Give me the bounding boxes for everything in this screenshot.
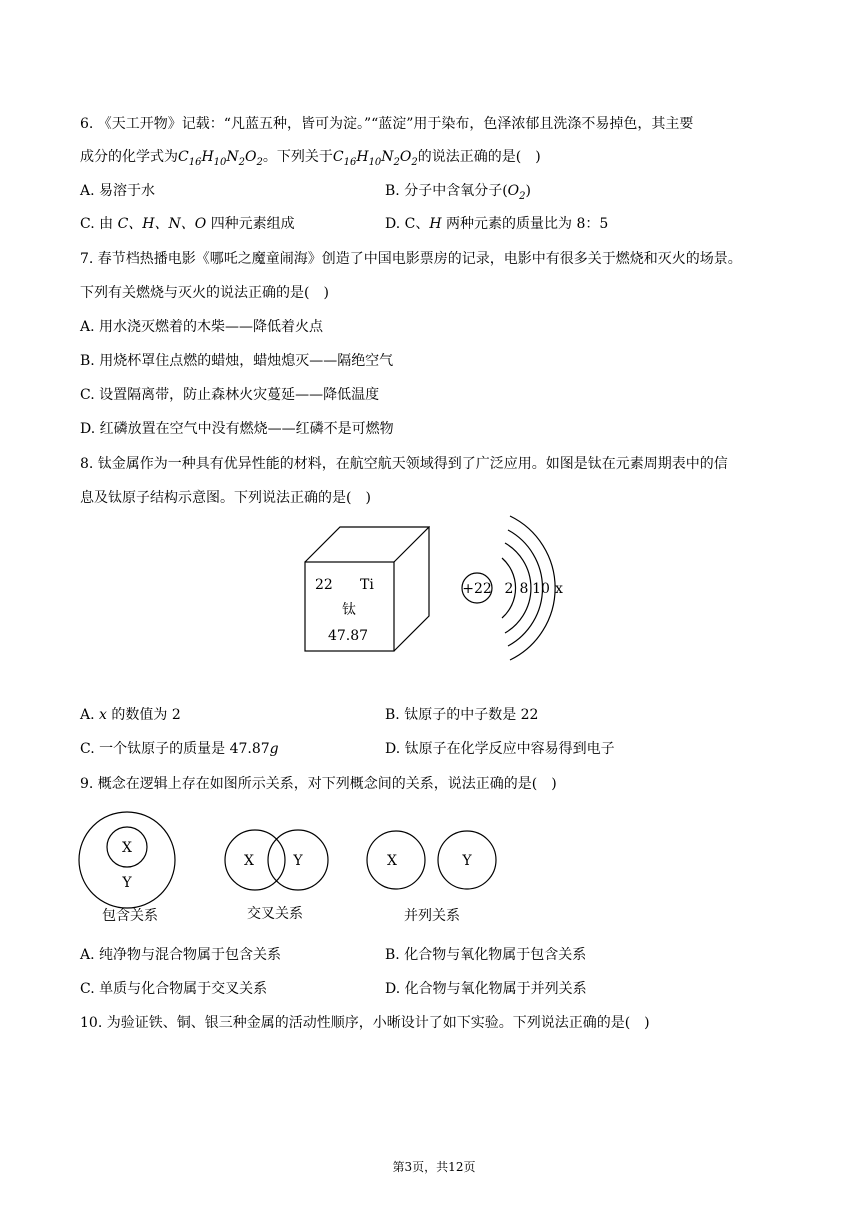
q8-option-c: C. 一个钛原子的质量是 47.87g — [80, 741, 279, 757]
q7-stem-line1: 7. 春节档热播电影《哪吒之魔童闹海》创造了中国电影票房的记录，电影中有很多关于燃烧和灭火的场景。 — [80, 251, 742, 267]
q6-option-a: A. 易溶于水 — [80, 183, 156, 199]
q9-option-c: C. 单质与化合物属于交叉关系 — [80, 981, 268, 997]
q8-stem-line2: 息及钛原子结构示意图。下列说法正确的是( ) — [80, 490, 371, 506]
shell-2-electrons: 8 — [519, 581, 529, 597]
atom-nucleus-charge: +22 — [462, 581, 492, 597]
contain-x-label: X — [122, 840, 132, 856]
shell-1-electrons: 2 — [504, 581, 514, 597]
titanium-element-cube — [296, 516, 430, 656]
contain-caption: 包含关系 — [102, 908, 158, 924]
q6-option-b: B. 分子中含氧分子$(O_2)$ — [385, 183, 531, 202]
parallel-y-label: Y — [462, 853, 472, 869]
cube-side-face — [394, 527, 429, 651]
cube-symbol: Ti — [360, 577, 374, 593]
cube-element-name: 钛 — [342, 602, 356, 618]
q8-stem-line1: 8. 钛金属作为一种具有优异性能的材料，在航空航天领域得到了广泛应用。如图是钛在元素周期表中的信 — [80, 456, 728, 472]
q6-formula: $C_{16}H_{10}N_2O_2$ — [178, 149, 263, 168]
q9-option-b: B. 化合物与氧化物属于包含关系 — [385, 947, 587, 963]
cross-x-label: X — [244, 853, 254, 869]
page-footer: 第3页，共12页 — [392, 1160, 476, 1174]
cube-atomic-number: 22 — [315, 577, 333, 593]
cube-atomic-mass: 47.87 — [327, 628, 369, 644]
cross-caption: 交叉关系 — [247, 906, 303, 922]
q7-option-c: C. 设置隔离带，防止森林火灾蔓延——降低温度 — [80, 387, 380, 403]
q6-stem-line2: 成分的化学式为$C_{16}H_{10}N_2O_2$。下列关于$C_{16}H_{10}N_2O_2$的说法正确的是( ) — [80, 149, 541, 168]
q6-option-d: D. C、H 两种元素的质量比为 8：5 — [385, 216, 609, 232]
q7-option-d: D. 红磷放置在空气中没有燃烧——红磷不是可燃物 — [80, 421, 394, 437]
q8-option-b: B. 钛原子的中子数是 22 — [385, 707, 539, 723]
q9-option-a: A. 纯净物与混合物属于包含关系 — [80, 947, 282, 963]
q8-option-a: A. x 的数值为 2 — [80, 707, 181, 723]
q7-stem-line2: 下列有关燃烧与灭火的说法正确的是( ) — [80, 285, 329, 301]
q6-option-c: C. 由 C、H、N、O 四种元素组成 — [80, 216, 295, 232]
q7-option-a: A. 用水浇灭燃着的木柴——降低着火点 — [80, 319, 324, 335]
shell-4-electrons: x — [555, 581, 563, 597]
q9-stem-line1: 9. 概念在逻辑上存在如图所示关系，对下列概念间的关系，说法正确的是( ) — [80, 776, 557, 792]
titanium-atom-structure — [455, 512, 575, 667]
q6-stem-line1: 6. 《天工开物》记载：“凡蓝五种，皆可为淀。”“蓝淀”用于染布，色泽浓郁且洗涤不易掉色，其主要 — [80, 116, 694, 132]
q10-stem-line1: 10. 为验证铁、铜、银三种金属的活动性顺序，小晰设计了如下实验。下列说法正确的是( ) — [80, 1015, 650, 1031]
q9-option-d: D. 化合物与氧化物属于并列关系 — [385, 981, 587, 997]
q7-option-b: B. 用烧杯罩住点燃的蜡烛，蜡烛熄灭——隔绝空气 — [80, 353, 394, 369]
cross-y-label: Y — [293, 853, 303, 869]
q6-formula-repeat: $C_{16}H_{10}N_2O_2$ — [332, 149, 418, 168]
contain-y-label: Y — [122, 875, 132, 891]
concept-relations-diagram — [70, 803, 510, 933]
parallel-caption: 并列关系 — [404, 908, 460, 924]
cube-top-face — [305, 527, 429, 562]
q8-option-d: D. 钛原子在化学反应中容易得到电子 — [385, 741, 615, 757]
shell-3-electrons: 10 — [532, 581, 550, 597]
parallel-x-label: X — [387, 853, 397, 869]
